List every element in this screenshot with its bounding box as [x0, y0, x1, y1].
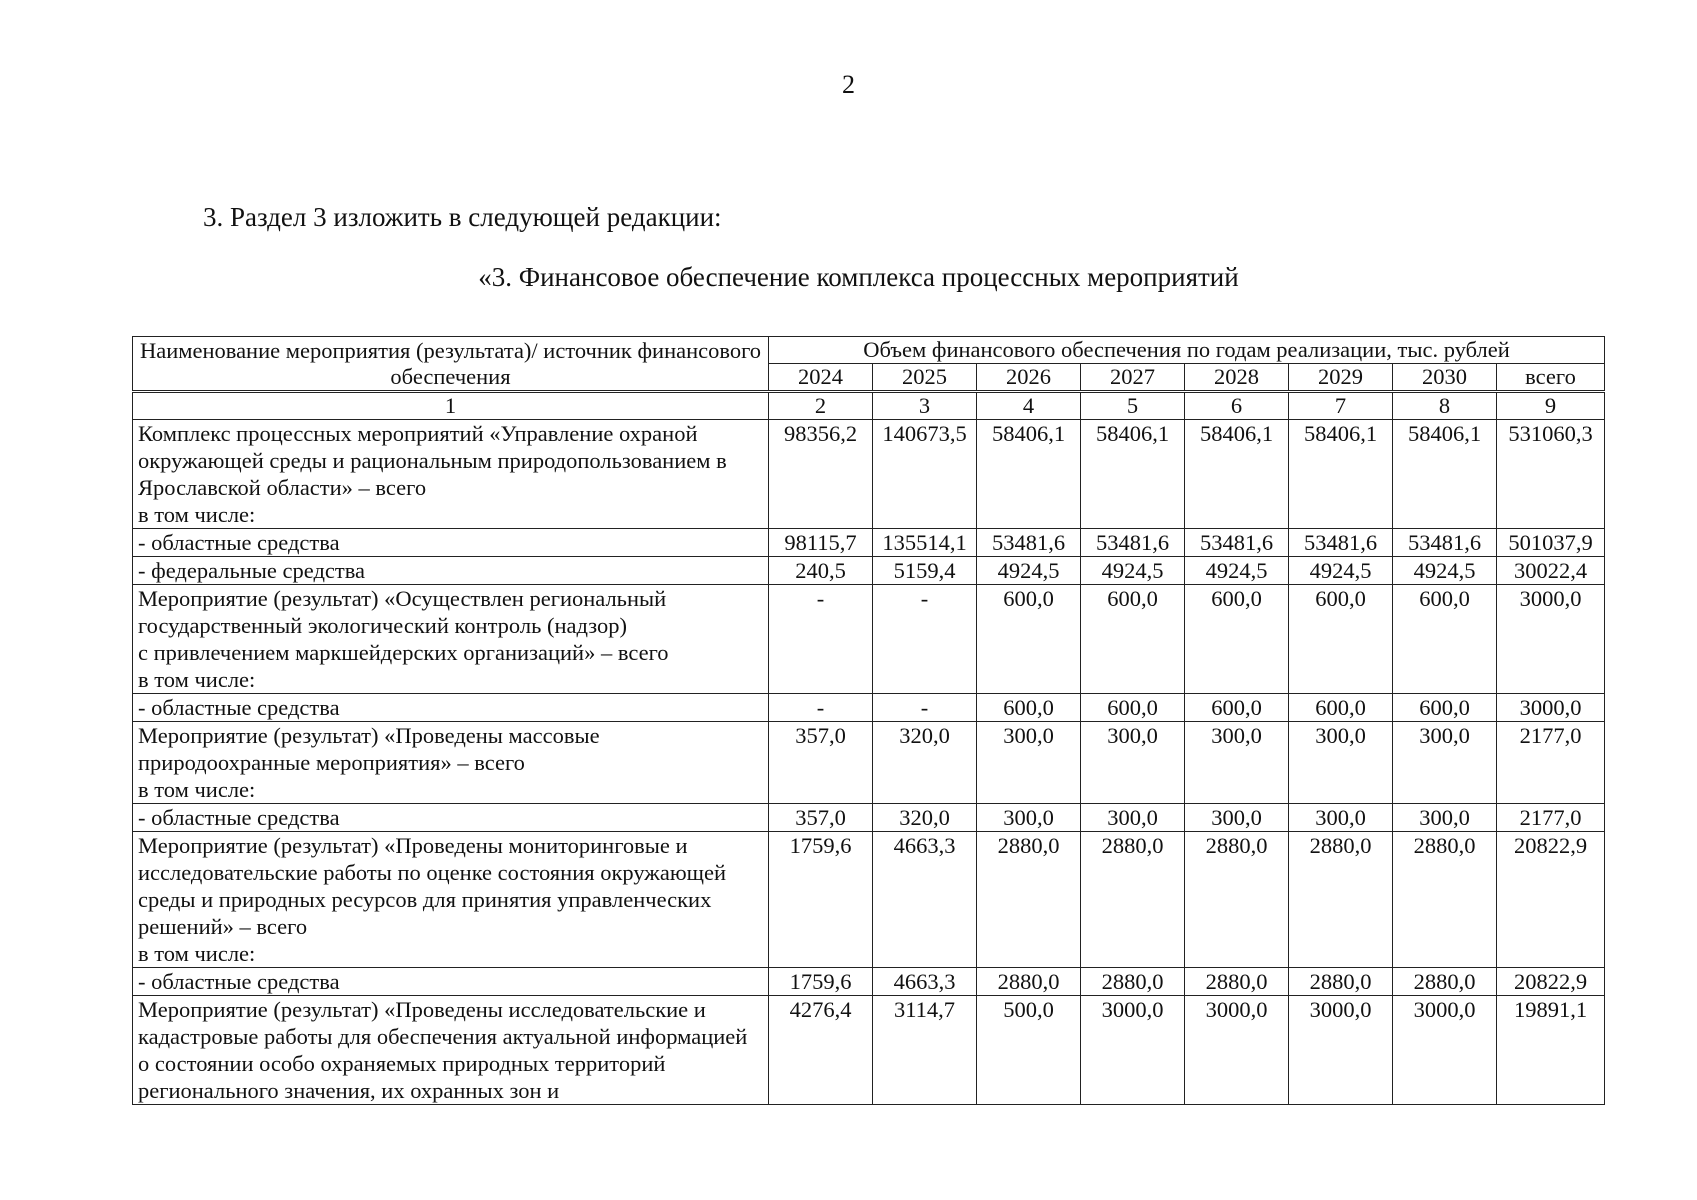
- year-header-cell: 2029: [1289, 364, 1393, 392]
- table-row: [133, 996, 1605, 1105]
- value-cell: 2880,0: [1081, 832, 1185, 968]
- value-cell: 20822,9: [1497, 968, 1605, 996]
- value-cell: 3000,0: [1185, 996, 1289, 1105]
- value-cell: 5159,4: [873, 557, 977, 585]
- value-cell: -: [769, 694, 873, 722]
- value-cell: 135514,1: [873, 529, 977, 557]
- value-cell: 300,0: [1081, 804, 1185, 832]
- year-header-cell: 2025: [873, 364, 977, 392]
- value-cell: 1759,6: [769, 832, 873, 968]
- value-cell: 600,0: [1185, 585, 1289, 694]
- value-cell: 300,0: [1289, 722, 1393, 804]
- value-cell: 320,0: [873, 804, 977, 832]
- value-cell: 53481,6: [1289, 529, 1393, 557]
- value-cell: 140673,5: [873, 420, 977, 529]
- value-cell: 600,0: [977, 585, 1081, 694]
- row-name-cell: - областные средства: [133, 529, 769, 557]
- value-cell: 4924,5: [1393, 557, 1497, 585]
- row-name-cell: - областные средства: [133, 968, 769, 996]
- column-number-cell: 6: [1185, 392, 1289, 420]
- value-cell: 300,0: [977, 804, 1081, 832]
- table-row: [133, 694, 1605, 722]
- column-number-cell: 7: [1289, 392, 1393, 420]
- value-cell: 320,0: [873, 722, 977, 804]
- value-cell: 300,0: [1289, 804, 1393, 832]
- value-cell: 300,0: [1081, 722, 1185, 804]
- value-cell: 4663,3: [873, 968, 977, 996]
- column-number-cell: 3: [873, 392, 977, 420]
- row-name-cell: Комплекс процессных мероприятий «Управление охраной окружающей среды и рациональным природопользованием в Ярославской области» – всего в том числе:: [133, 420, 769, 529]
- value-cell: 600,0: [1289, 585, 1393, 694]
- column-number-cell: 2: [769, 392, 873, 420]
- value-cell: 3000,0: [1497, 694, 1605, 722]
- value-cell: 4924,5: [1081, 557, 1185, 585]
- value-cell: 2177,0: [1497, 722, 1605, 804]
- value-cell: 4663,3: [873, 832, 977, 968]
- value-cell: 2880,0: [977, 832, 1081, 968]
- year-header-cell: 2030: [1393, 364, 1497, 392]
- value-cell: 1759,6: [769, 968, 873, 996]
- value-cell: 300,0: [1185, 722, 1289, 804]
- value-cell: 3114,7: [873, 996, 977, 1105]
- value-cell: 98356,2: [769, 420, 873, 529]
- value-cell: 2880,0: [1081, 968, 1185, 996]
- value-cell: 2880,0: [1289, 968, 1393, 996]
- value-cell: 357,0: [769, 722, 873, 804]
- table-row: [133, 529, 1605, 557]
- value-cell: 53481,6: [977, 529, 1081, 557]
- value-cell: 53481,6: [1185, 529, 1289, 557]
- value-cell: 30022,4: [1497, 557, 1605, 585]
- value-cell: 531060,3: [1497, 420, 1605, 529]
- value-cell: 58406,1: [1393, 420, 1497, 529]
- financing-table: [132, 336, 1605, 1105]
- value-cell: 3000,0: [1081, 996, 1185, 1105]
- table-row: [133, 832, 1605, 968]
- value-cell: 500,0: [977, 996, 1081, 1105]
- row-name-cell: Мероприятие (результат) «Проведены исследовательские и кадастровые работы для обеспечения актуальной информацией о состоянии особо охраняемых природных территорий регионального значения, их охранных зон и: [133, 996, 769, 1105]
- value-cell: 2880,0: [1393, 832, 1497, 968]
- value-cell: 98115,7: [769, 529, 873, 557]
- column-number-cell: 4: [977, 392, 1081, 420]
- value-cell: 240,5: [769, 557, 873, 585]
- value-cell: 3000,0: [1393, 996, 1497, 1105]
- column-number-cell: 5: [1081, 392, 1185, 420]
- table-row: [133, 585, 1605, 694]
- value-cell: 300,0: [977, 722, 1081, 804]
- header-name-cell: Наименование мероприятия (результата)/ источник финансового обеспечения: [133, 337, 769, 392]
- table-row: [133, 722, 1605, 804]
- table-row: [133, 420, 1605, 529]
- value-cell: 20822,9: [1497, 832, 1605, 968]
- value-cell: -: [769, 585, 873, 694]
- value-cell: 300,0: [1393, 804, 1497, 832]
- value-cell: 600,0: [1289, 694, 1393, 722]
- value-cell: -: [873, 585, 977, 694]
- value-cell: 2880,0: [1289, 832, 1393, 968]
- year-header-cell: 2028: [1185, 364, 1289, 392]
- value-cell: 600,0: [1393, 694, 1497, 722]
- value-cell: 58406,1: [977, 420, 1081, 529]
- value-cell: 4924,5: [977, 557, 1081, 585]
- value-cell: 53481,6: [1393, 529, 1497, 557]
- row-name-cell: Мероприятие (результат) «Осуществлен региональный государственный экологический контроль (надзор) с привлечением маркшейдерских организаций» – всего в том числе:: [133, 585, 769, 694]
- year-header-cell: 2026: [977, 364, 1081, 392]
- value-cell: 58406,1: [1289, 420, 1393, 529]
- value-cell: 3000,0: [1289, 996, 1393, 1105]
- value-cell: 600,0: [1393, 585, 1497, 694]
- header-volume-cell: Объем финансового обеспечения по годам реализации, тыс. рублей: [769, 337, 1605, 364]
- value-cell: 600,0: [1185, 694, 1289, 722]
- page-number: 2: [842, 70, 855, 99]
- value-cell: 19891,1: [1497, 996, 1605, 1105]
- value-cell: 2177,0: [1497, 804, 1605, 832]
- value-cell: 53481,6: [1081, 529, 1185, 557]
- value-cell: 300,0: [1185, 804, 1289, 832]
- column-number-cell: 8: [1393, 392, 1497, 420]
- table-row: [133, 557, 1605, 585]
- section-title: «3. Финансовое обеспечение комплекса процессных мероприятий: [478, 262, 1239, 292]
- value-cell: 4924,5: [1185, 557, 1289, 585]
- year-header-cell: 2024: [769, 364, 873, 392]
- row-name-cell: - областные средства: [133, 694, 769, 722]
- value-cell: -: [873, 694, 977, 722]
- value-cell: 58406,1: [1185, 420, 1289, 529]
- value-cell: 2880,0: [1393, 968, 1497, 996]
- value-cell: 300,0: [1393, 722, 1497, 804]
- value-cell: 600,0: [977, 694, 1081, 722]
- value-cell: 2880,0: [977, 968, 1081, 996]
- value-cell: 501037,9: [1497, 529, 1605, 557]
- value-cell: 2880,0: [1185, 968, 1289, 996]
- intro-paragraph: 3. Раздел 3 изложить в следующей редакции:: [203, 202, 722, 232]
- value-cell: 600,0: [1081, 585, 1185, 694]
- column-number-cell: 9: [1497, 392, 1605, 420]
- table-row: [133, 804, 1605, 832]
- value-cell: 58406,1: [1081, 420, 1185, 529]
- value-cell: 3000,0: [1497, 585, 1605, 694]
- value-cell: 4276,4: [769, 996, 873, 1105]
- year-header-cell: всего: [1497, 364, 1605, 392]
- value-cell: 4924,5: [1289, 557, 1393, 585]
- value-cell: 600,0: [1081, 694, 1185, 722]
- value-cell: 357,0: [769, 804, 873, 832]
- year-header-cell: 2027: [1081, 364, 1185, 392]
- row-name-cell: Мероприятие (результат) «Проведены мониторинговые и исследовательские работы по оценке состояния окружающей среды и природных ресурсов для принятия управленческих решений» – всего в том числе:: [133, 832, 769, 968]
- table-row: [133, 968, 1605, 996]
- value-cell: 2880,0: [1185, 832, 1289, 968]
- row-name-cell: - областные средства: [133, 804, 769, 832]
- row-name-cell: Мероприятие (результат) «Проведены массовые природоохранные мероприятия» – всего в том числе:: [133, 722, 769, 804]
- column-number-cell: 1: [133, 392, 769, 420]
- row-name-cell: - федеральные средства: [133, 557, 769, 585]
